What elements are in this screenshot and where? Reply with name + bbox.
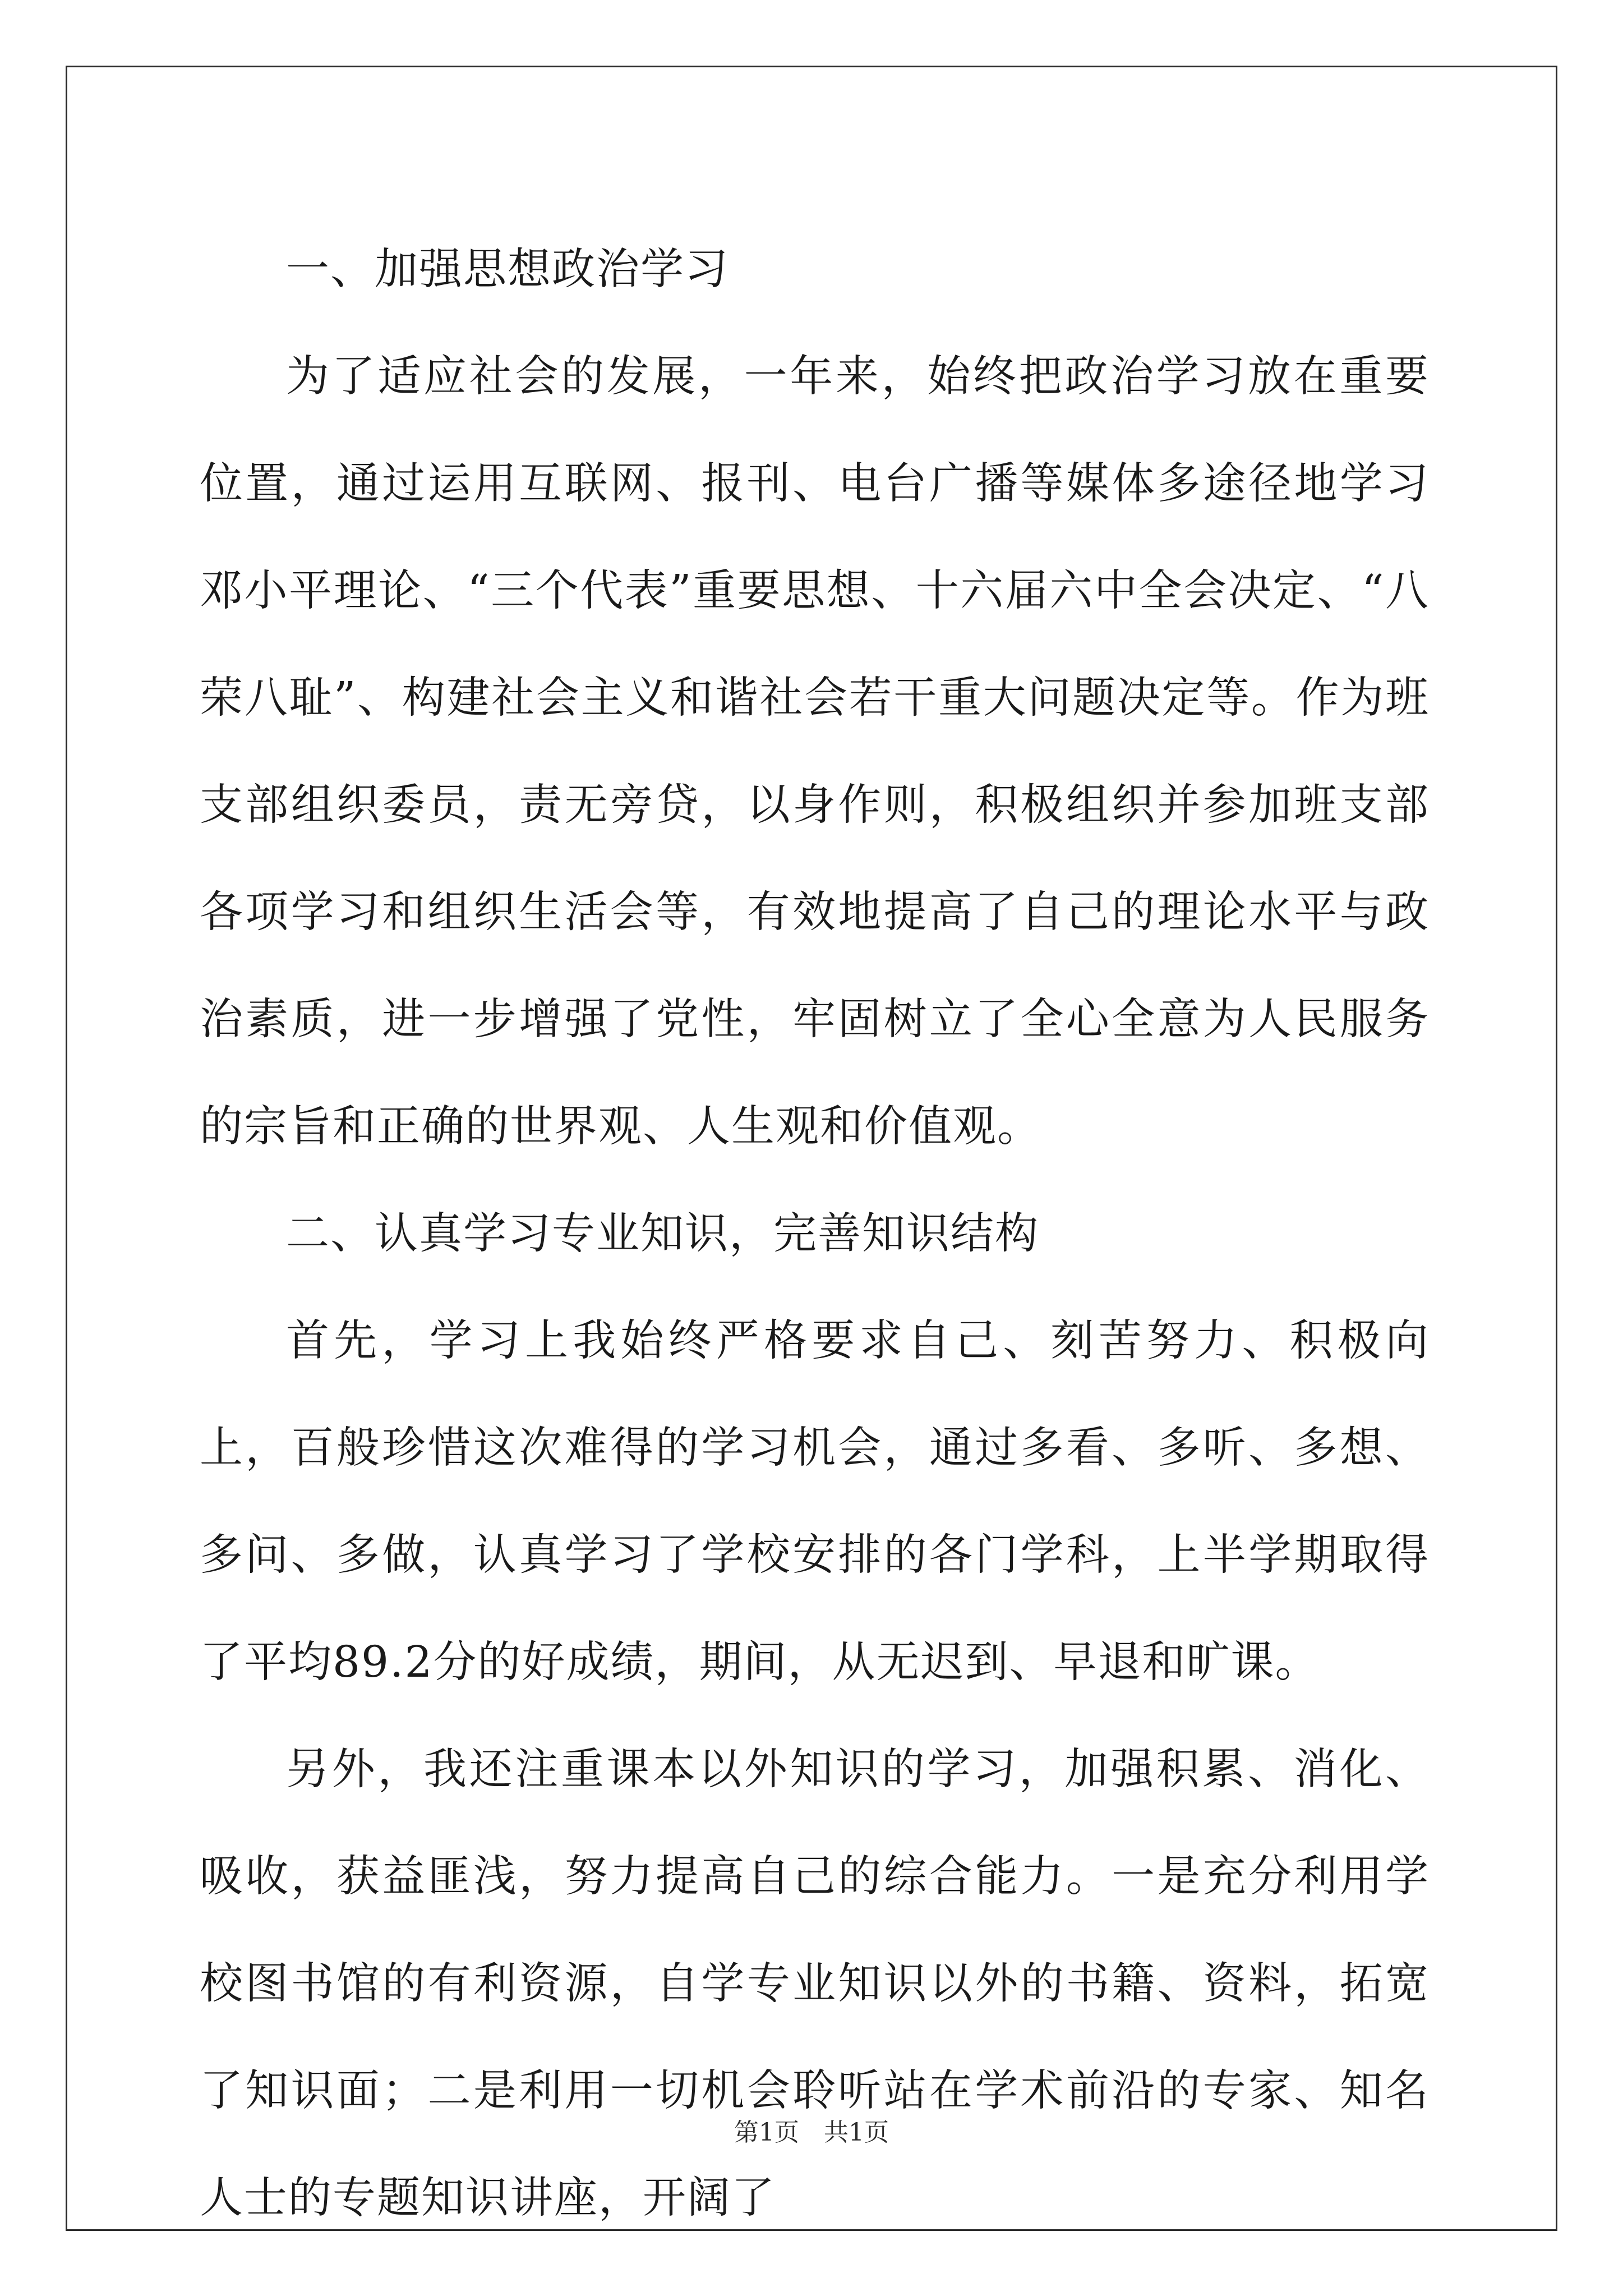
paragraph-coursework: 首先，学习上我始终严格要求自己、刻苦努力、积极向上，百般珍惜这次难得的学习机会，通过多看、多听、多想、多问、多做，认真学习了学校安排的各门学科，上半学期取得了平均89.2分的好成绩，期间，从无迟到、早退和旷课。: [200, 1316, 1430, 1687]
section-heading-2: 二、认真学习专业知识，完善知识结构: [286, 1209, 1039, 1259]
paragraph-political-study: 为了适应社会的发展，一年来，始终把政治学习放在重要位置，通过运用互联网、报刊、电台广播等媒体多途径地学习邓小平理论、“三个代表”重要思想、十六届六中全会决定、“八荣八耻”、构建社会主义和谐社会若干重大问题决定等。作为班支部组织委员，责无旁贷，以身作则，积极组织并参加班支部各项学习和组织生活会等，有效地提高了自己的理论水平与政治素质，进一步增强了党性，牢固树立了全心全意为人民服务的宗旨和正确的世界观、人生观和价值观。: [200, 352, 1430, 1152]
paragraph-extracurricular: 另外，我还注重课本以外知识的学习，加强积累、消化、吸收，获益匪浅，努力提高自己的综合能力。一是充分利用学校图书馆的有利资源，自学专业知识以外的书籍、资料，拓宽了知识面；二是利用一切机会聆听站在学术前沿的专家、知名人士的专题知识讲座，开阔了: [200, 1745, 1430, 2223]
section-heading-1: 一、加强思想政治学习: [286, 245, 729, 295]
page-number-footer: 第1页 共1页: [734, 2118, 889, 2147]
document-body: [200, 216, 1430, 2252]
